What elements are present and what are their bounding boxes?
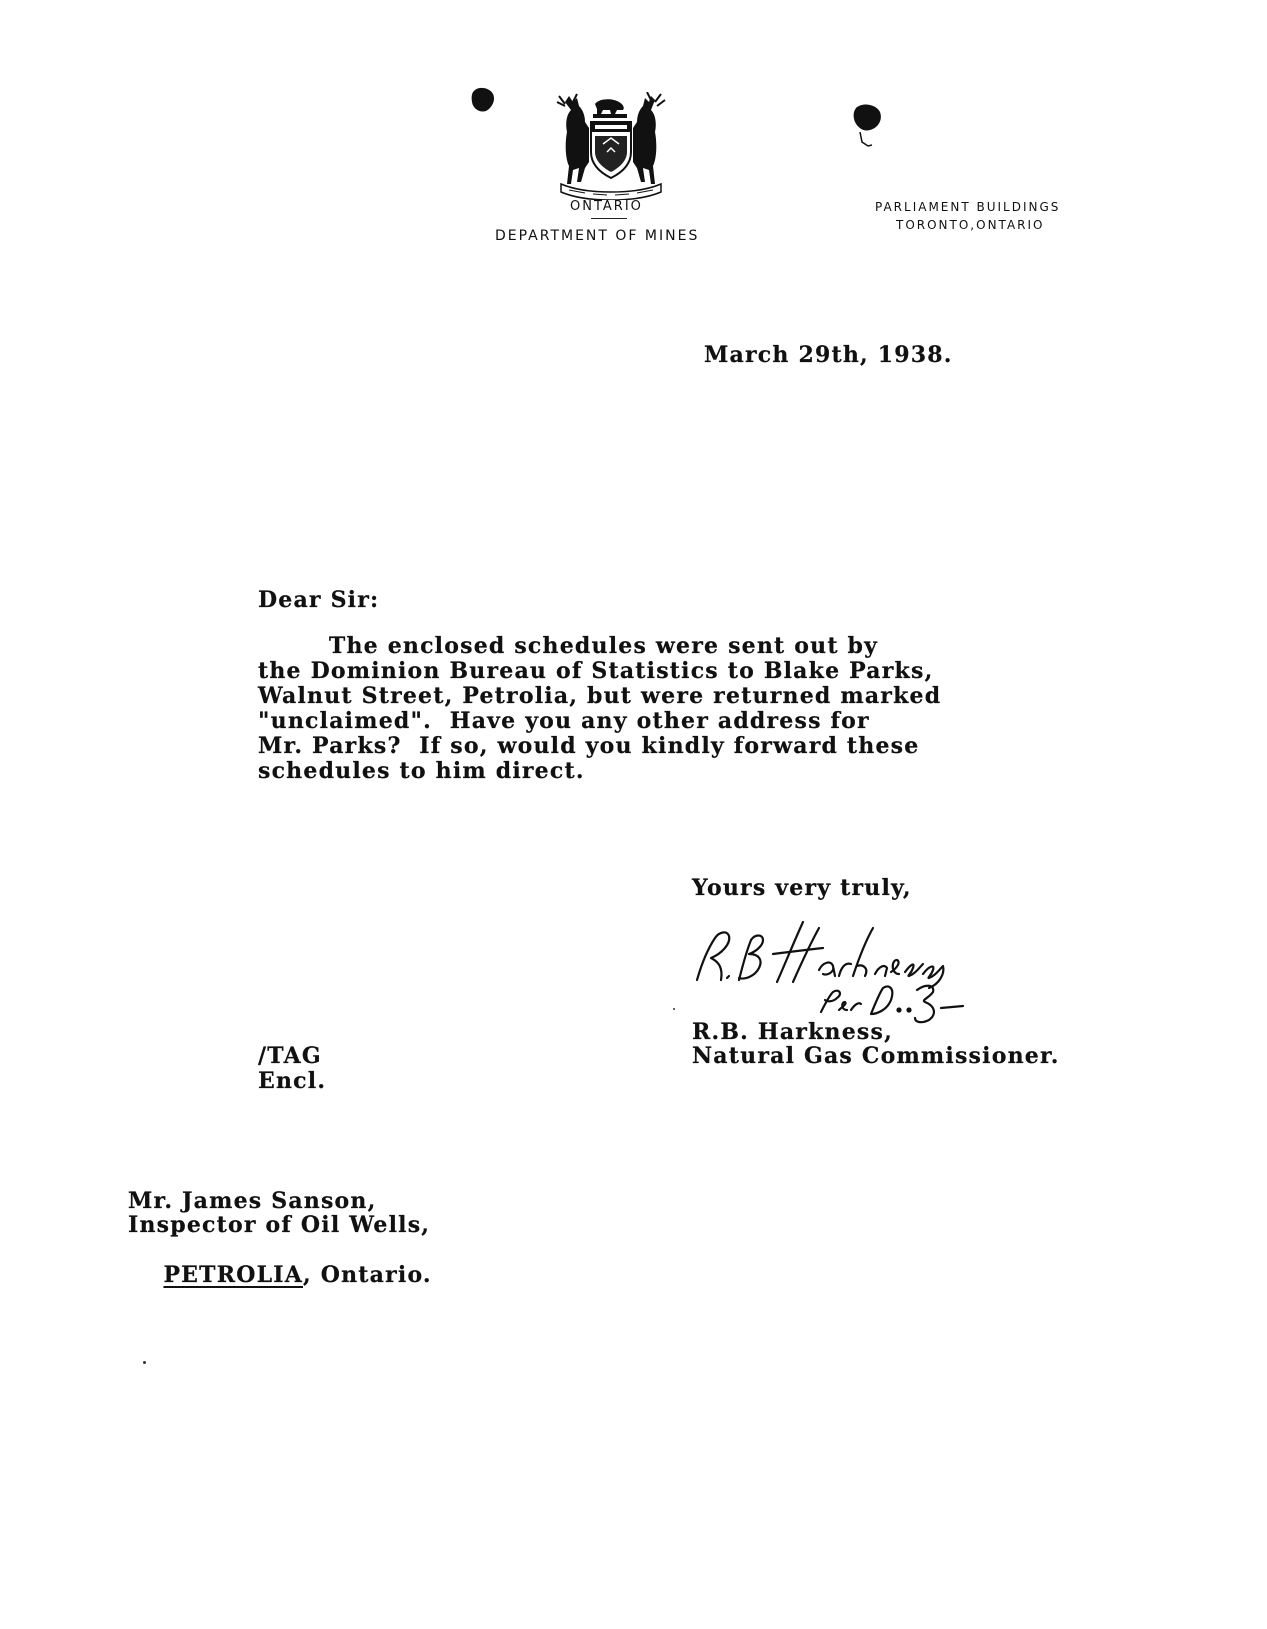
recipient-name: Mr. James Sanson, — [128, 1188, 377, 1214]
recipient-title: Inspector of Oil Wells, — [128, 1212, 431, 1238]
ink-blot-right-icon — [850, 102, 884, 148]
signer-name: R.B. Harkness, — [692, 1019, 893, 1045]
letterhead-divider — [591, 218, 627, 219]
body-line: The enclosed schedules were sent out by — [258, 633, 879, 659]
letterhead-address-line2: TORONTO,ONTARIO — [896, 218, 1045, 232]
ontario-coat-of-arms-icon — [555, 92, 667, 200]
body-line: Walnut Street, Petrolia, but were returned marked — [258, 683, 942, 709]
handwritten-signature-icon — [693, 918, 993, 1028]
signer-title: Natural Gas Commissioner. — [692, 1043, 1060, 1069]
letter-body — [258, 634, 941, 784]
recipient-address — [128, 1238, 432, 1313]
letter-closing: Yours very truly, — [692, 875, 912, 901]
typist-initials: /TAG — [258, 1043, 322, 1069]
body-line: the Dominion Bureau of Statistics to Blake Parks, — [258, 658, 934, 684]
body-line: "unclaimed". Have you any other address for — [258, 708, 870, 734]
recipient-city: PETROLIA — [163, 1262, 303, 1288]
letterhead-address-line1: PARLIAMENT BUILDINGS — [875, 200, 1061, 214]
paper-speck — [673, 1008, 675, 1010]
enclosure-note: Encl. — [258, 1068, 327, 1094]
letter-salutation: Dear Sir: — [258, 587, 380, 613]
recipient-province: , Ontario. — [303, 1262, 432, 1288]
body-line: Mr. Parks? If so, would you kindly forward these — [258, 733, 920, 759]
letterhead-province: ONTARIO — [570, 199, 643, 214]
letterhead-department: DEPARTMENT OF MINES — [495, 228, 700, 244]
ink-blot-left-icon — [470, 86, 496, 114]
body-line: schedules to him direct. — [258, 758, 585, 784]
paper-speck — [143, 1361, 146, 1364]
letter-date: March 29th, 1938. — [704, 342, 953, 368]
